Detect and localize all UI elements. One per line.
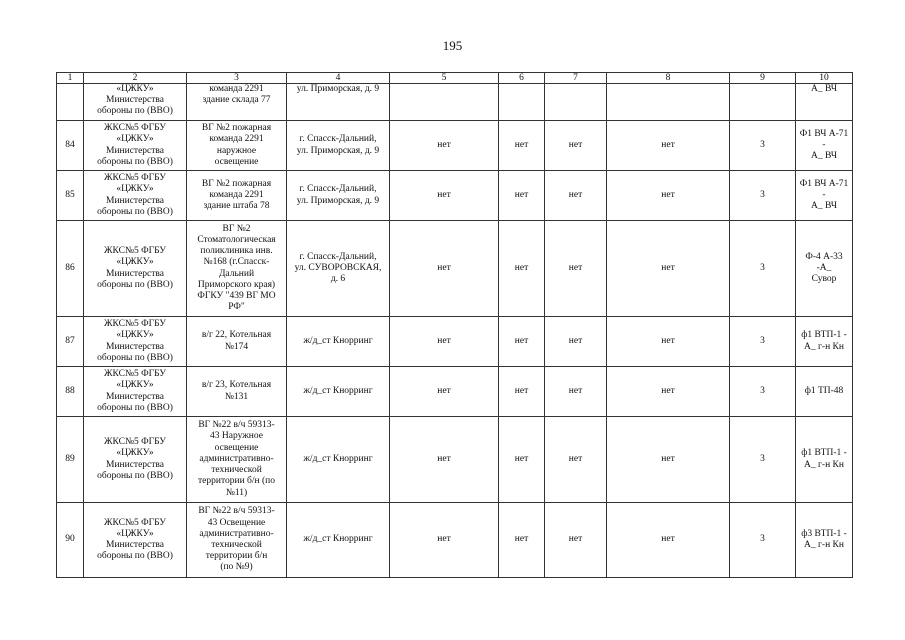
table-cell-col-6: нет [499, 171, 545, 221]
table-cell-col-10: ф1 ВТП-1 - А_ г-н Кн [796, 317, 853, 367]
table-cell-col-7: нет [545, 221, 607, 317]
table-cell-col-8: нет [607, 317, 730, 367]
table-cell-col-1: 86 [57, 221, 84, 317]
table-row [57, 121, 853, 171]
table-cell-col-1: 89 [57, 417, 84, 503]
table-cell-col-5: нет [390, 171, 499, 221]
table-cell-col-1 [57, 84, 84, 121]
table-cell-col-6: нет [499, 121, 545, 171]
table-cell-col-3: в/г 23, Котельная №131 [187, 367, 287, 417]
table-cell-col-10: Ф1 ВЧ А-71 - А_ ВЧ [796, 121, 853, 171]
table-row [57, 317, 853, 367]
table-cell-col-9: 3 [730, 317, 796, 367]
table-cell-col-6: нет [499, 503, 545, 578]
table-cell-col-8: нет [607, 503, 730, 578]
table-cell-col-1: 85 [57, 171, 84, 221]
table-row [57, 84, 853, 121]
table-cell-col-7: нет [545, 317, 607, 367]
table-cell-col-6: нет [499, 367, 545, 417]
table-cell-col-9: 3 [730, 221, 796, 317]
table-cell-col-2: ЖКС№5 ФГБУ «ЦЖКУ» Министерства обороны по (ВВО) [84, 417, 187, 503]
table-cell-col-3: в/г 22, Котельная №174 [187, 317, 287, 367]
table-cell-col-10: ф1 ВТП-1 - А_ г-н Кн [796, 417, 853, 503]
table-cell-col-2: ЖКС№5 ФГБУ «ЦЖКУ» Министерства обороны по (ВВО) [84, 317, 187, 367]
table-cell-col-8 [607, 84, 730, 121]
table-cell-col-2: ЖКС№5 ФГБУ «ЦЖКУ» Министерства обороны по (ВВО) [84, 121, 187, 171]
table-cell-col-6 [499, 84, 545, 121]
table-cell-col-3: ВГ №22 в/ч 59313- 43 Освещение административно- технической территории б/н (по №9) [187, 503, 287, 578]
header-cell-1: 1 [57, 73, 84, 84]
header-cell-3: 3 [187, 73, 287, 84]
table-cell-col-4: г. Спасск-Дальний, ул. СУВОРОВСКАЯ, д. 6 [287, 221, 390, 317]
table-cell-col-9: 3 [730, 171, 796, 221]
table-cell-col-8: нет [607, 367, 730, 417]
table-cell-col-5: нет [390, 317, 499, 367]
table-cell-col-10: А_ ВЧ [796, 84, 853, 121]
table-body [57, 73, 853, 578]
table-cell-col-6: нет [499, 417, 545, 503]
table-cell-col-8: нет [607, 171, 730, 221]
table-cell-col-2: ЖКС№5 ФГБУ «ЦЖКУ» Министерства обороны по (ВВО) [84, 221, 187, 317]
table-cell-col-9: 3 [730, 417, 796, 503]
header-cell-9: 9 [730, 73, 796, 84]
table-cell-col-3: ВГ №2 Стоматологическая поликлиника инв. №168 (г.Спасск- Дальний Приморского края) ФГКУ "439 ВГ МО РФ" [187, 221, 287, 317]
table-cell-col-2: ЖКС№5 ФГБУ «ЦЖКУ» Министерства обороны по (ВВО) [84, 171, 187, 221]
table-cell-col-4: ж/д_ст Кнорринг [287, 417, 390, 503]
table-cell-col-5: нет [390, 221, 499, 317]
header-cell-10: 10 [796, 73, 853, 84]
data-table [56, 72, 853, 578]
table-row [57, 417, 853, 503]
table-cell-col-4: ж/д_ст Кнорринг [287, 367, 390, 417]
header-cell-2: 2 [84, 73, 187, 84]
table-cell-col-5: нет [390, 417, 499, 503]
table-cell-col-5: нет [390, 121, 499, 171]
table-cell-col-7: нет [545, 417, 607, 503]
table-cell-col-3: команда 2291 здание склада 77 [187, 84, 287, 121]
table-cell-col-9: 3 [730, 503, 796, 578]
table-cell-col-4: ж/д_ст Кнорринг [287, 503, 390, 578]
table-cell-col-1: 88 [57, 367, 84, 417]
table-cell-col-3: ВГ №2 пожарная команда 2291 наружное освещение [187, 121, 287, 171]
header-cell-6: 6 [499, 73, 545, 84]
header-cell-4: 4 [287, 73, 390, 84]
table-cell-col-9: 3 [730, 121, 796, 171]
table-cell-col-4: г. Спасск-Дальний, ул. Приморская, д. 9 [287, 121, 390, 171]
table-row [57, 367, 853, 417]
table-cell-col-5: нет [390, 503, 499, 578]
table-cell-col-7: нет [545, 503, 607, 578]
table-cell-col-10: Ф1 ВЧ А-71 - А_ ВЧ [796, 171, 853, 221]
table-cell-col-6: нет [499, 317, 545, 367]
table-cell-col-7: нет [545, 171, 607, 221]
table-cell-col-1: 87 [57, 317, 84, 367]
table-cell-col-5 [390, 84, 499, 121]
table-cell-col-4: г. Спасск-Дальний, ул. Приморская, д. 9 [287, 171, 390, 221]
table-cell-col-1: 90 [57, 503, 84, 578]
table-row [57, 503, 853, 578]
table-cell-col-7: нет [545, 121, 607, 171]
page-number: 195 [442, 38, 463, 53]
table-cell-col-10: ф1 ТП-48 [796, 367, 853, 417]
table-cell-col-3: ВГ №22 в/ч 59313- 43 Наружное освещение административно- технической территории б/н (по №11) [187, 417, 287, 503]
header-cell-8: 8 [607, 73, 730, 84]
header-row [57, 73, 853, 84]
table-cell-col-9: 3 [730, 367, 796, 417]
table-cell-col-2: «ЦЖКУ» Министерства обороны по (ВВО) [84, 84, 187, 121]
table-cell-col-8: нет [607, 417, 730, 503]
table-cell-col-5: нет [390, 367, 499, 417]
table-cell-col-4: ул. Приморская, д. 9 [287, 84, 390, 121]
table-cell-col-9 [730, 84, 796, 121]
table-cell-col-10: Ф-4 А-33 -А_ Сувор [796, 221, 853, 317]
table-cell-col-7 [545, 84, 607, 121]
table-row [57, 221, 853, 317]
table-row [57, 171, 853, 221]
header-cell-5: 5 [390, 73, 499, 84]
table-cell-col-8: нет [607, 121, 730, 171]
header-cell-7: 7 [545, 73, 607, 84]
table-cell-col-3: ВГ №2 пожарная команда 2291 здание штаба 78 [187, 171, 287, 221]
table-cell-col-7: нет [545, 367, 607, 417]
table-cell-col-6: нет [499, 221, 545, 317]
table-cell-col-10: ф3 ВТП-1 - А_ г-н Кн [796, 503, 853, 578]
table-cell-col-8: нет [607, 221, 730, 317]
table-cell-col-2: ЖКС№5 ФГБУ «ЦЖКУ» Министерства обороны по (ВВО) [84, 367, 187, 417]
table-cell-col-2: ЖКС№5 ФГБУ «ЦЖКУ» Министерства обороны по (ВВО) [84, 503, 187, 578]
table-cell-col-1: 84 [57, 121, 84, 171]
table-cell-col-4: ж/д_ст Кнорринг [287, 317, 390, 367]
